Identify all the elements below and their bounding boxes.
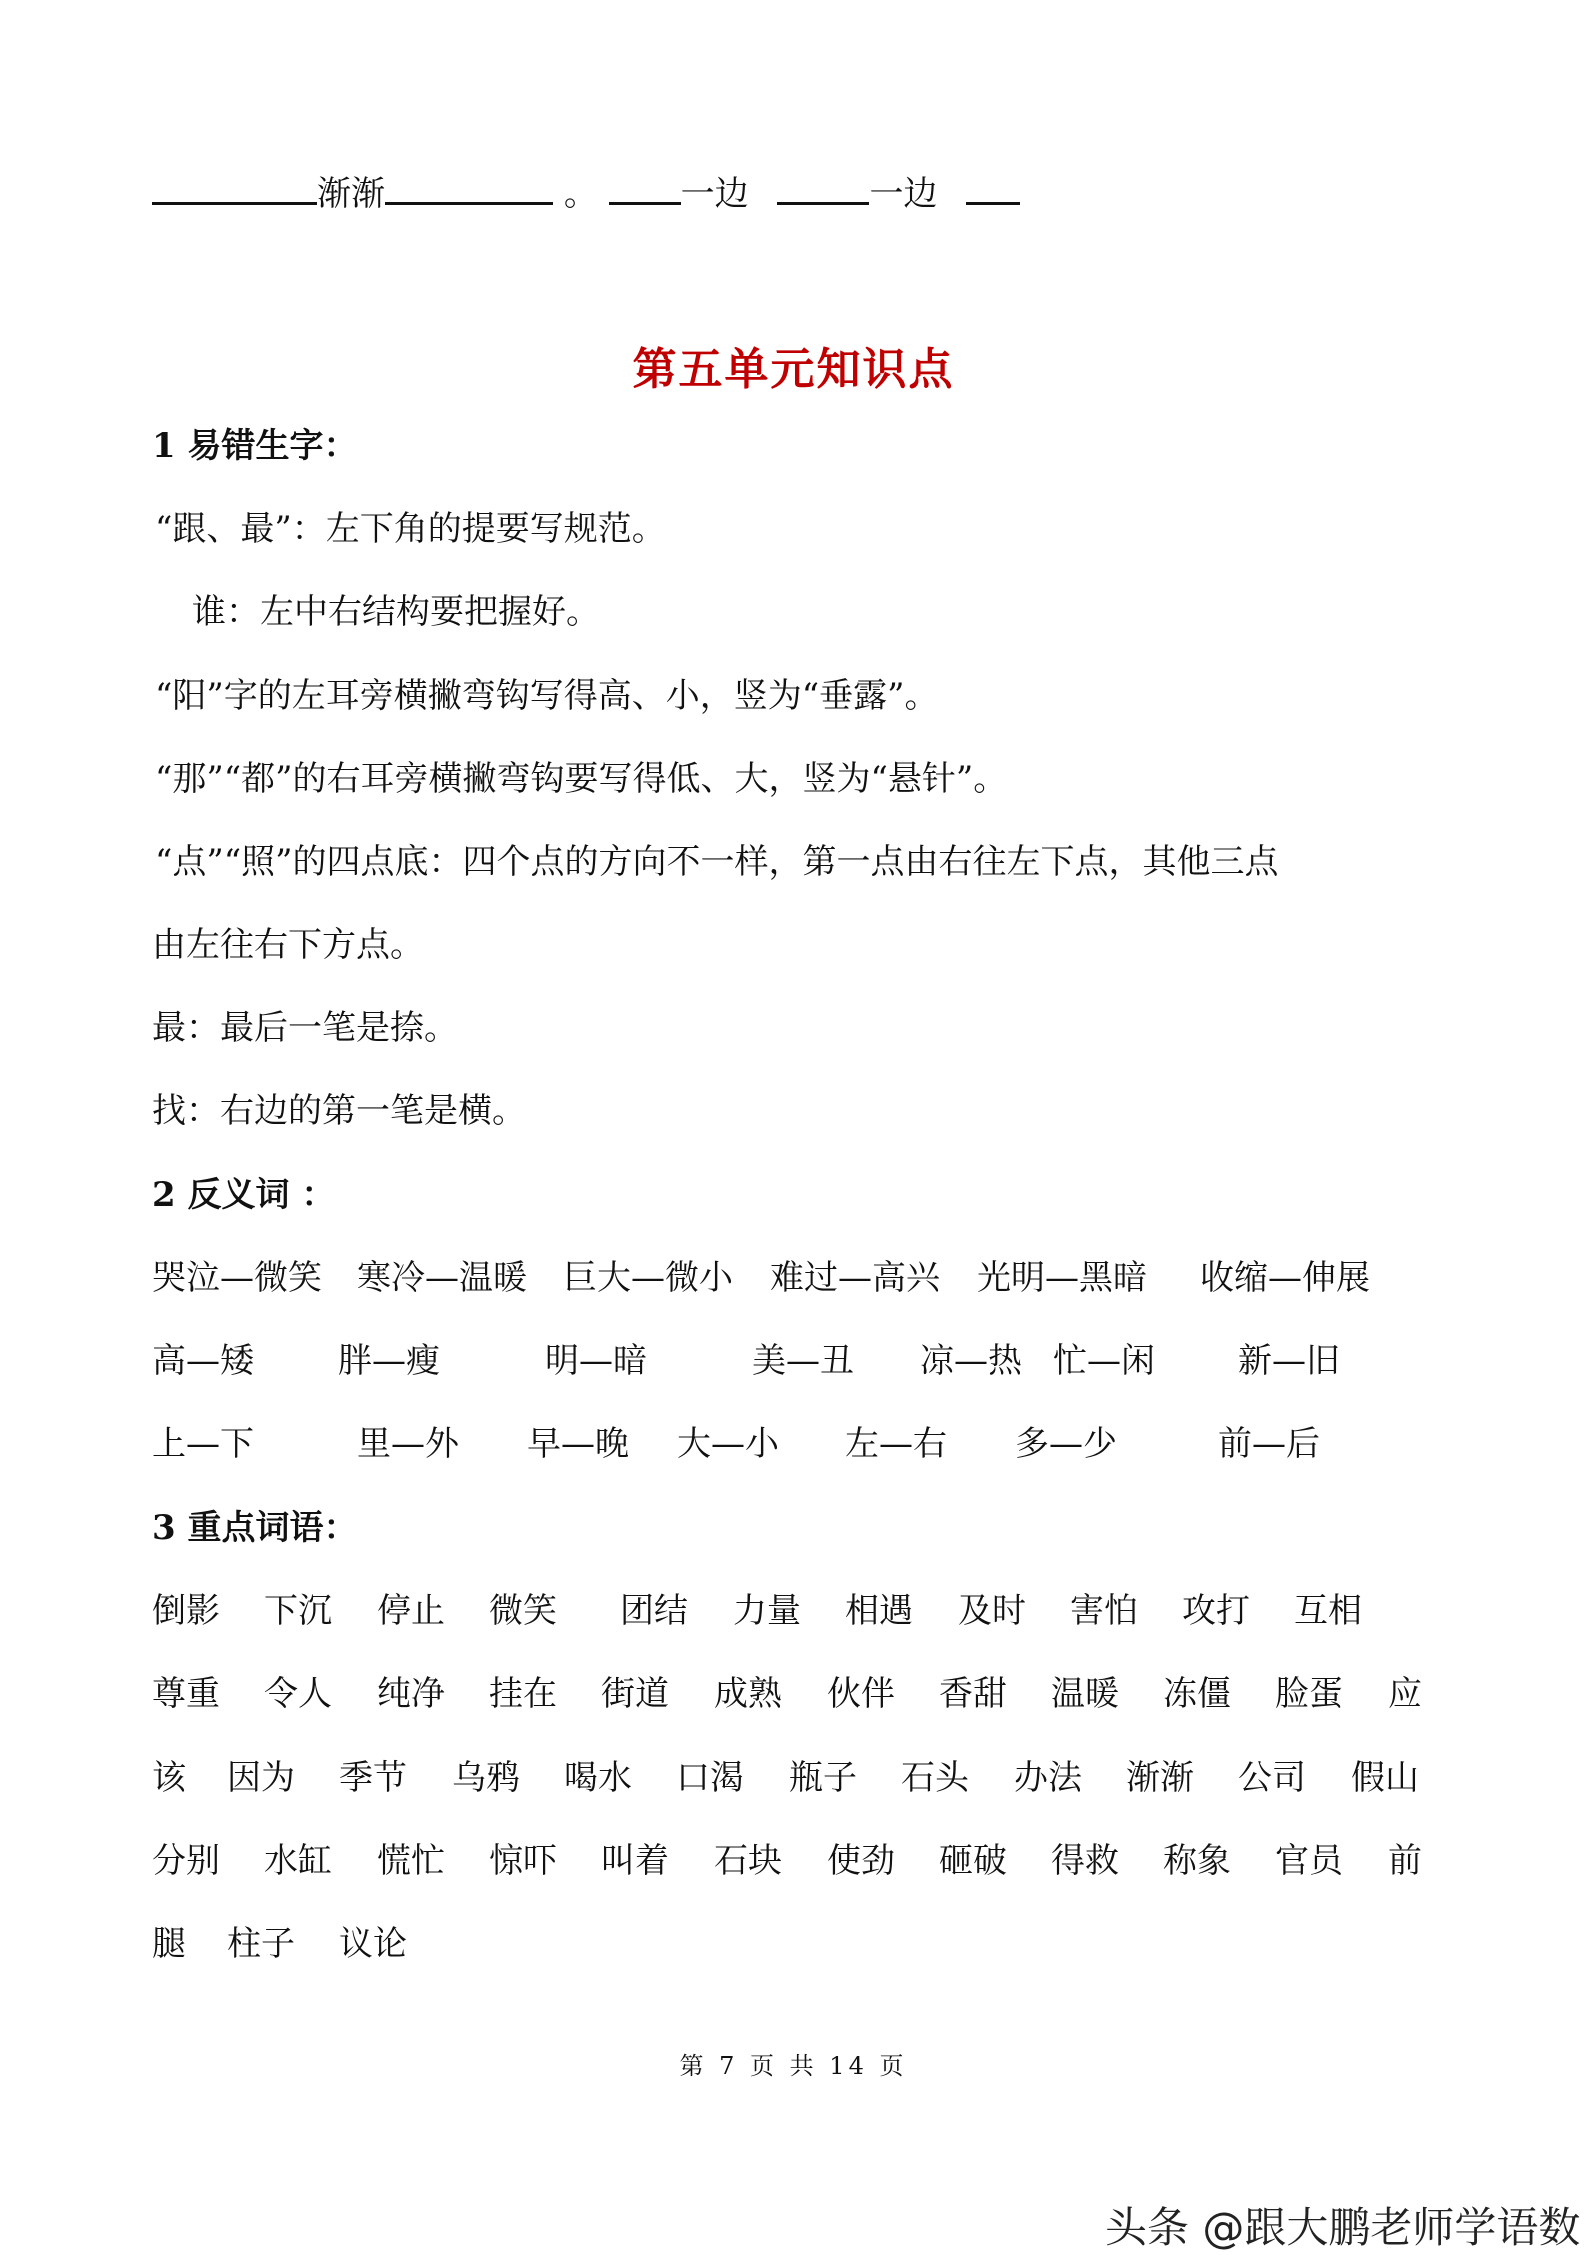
word: 温暖 xyxy=(1051,1674,1119,1714)
section-heading-antonyms: 2 反义词 ： xyxy=(152,1175,336,1215)
word: 香甜 xyxy=(939,1674,1007,1714)
text-line: “阳”字的左耳旁横撇弯钩写得高、小，竖为“垂露”。 xyxy=(155,676,939,716)
antonym-pair: 左—右 xyxy=(845,1424,947,1464)
word: 柱子 xyxy=(227,1924,295,1964)
word: 议论 xyxy=(339,1924,407,1964)
antonym-pair: 美—丑 xyxy=(752,1341,854,1381)
word: 砸破 xyxy=(939,1841,1007,1881)
word: 令人 xyxy=(264,1674,332,1714)
word: 使劲 xyxy=(827,1841,895,1881)
antonym-pair: 上—下 xyxy=(152,1424,254,1464)
blank xyxy=(966,172,1020,205)
word: 渐渐 xyxy=(1126,1758,1194,1798)
blank xyxy=(777,172,869,205)
word: 力量 xyxy=(733,1591,801,1631)
antonym-pair: 前—后 xyxy=(1218,1424,1320,1464)
word-yibian-2: 一边 xyxy=(869,174,938,214)
word: 惊吓 xyxy=(489,1841,557,1881)
word: 石块 xyxy=(714,1841,782,1881)
word: 官员 xyxy=(1275,1841,1343,1881)
section-heading-typo-chars: 1 易错生字： xyxy=(152,426,358,466)
antonym-pair: 光明—黑暗 xyxy=(977,1258,1147,1298)
word: 水缸 xyxy=(264,1841,332,1881)
antonym-pair: 早—晚 xyxy=(527,1424,629,1464)
period: 。 xyxy=(563,174,598,214)
word: 挂在 xyxy=(489,1674,557,1714)
word: 纯净 xyxy=(377,1674,445,1714)
word: 团结 xyxy=(620,1591,688,1631)
antonym-pair: 巨大—微小 xyxy=(563,1258,733,1298)
word: 攻打 xyxy=(1182,1591,1250,1631)
antonym-pair: 胖—瘦 xyxy=(338,1341,440,1381)
blank xyxy=(385,172,553,205)
word: 乌鸦 xyxy=(452,1758,520,1798)
word: 成熟 xyxy=(714,1674,782,1714)
word: 尊重 xyxy=(152,1674,220,1714)
word-yibian-1: 一边 xyxy=(680,174,749,214)
text-line: 谁：左中右结构要把握好。 xyxy=(192,592,600,632)
word: 公司 xyxy=(1238,1758,1306,1798)
word: 叫着 xyxy=(601,1841,669,1881)
text-line: “跟、最”：左下角的提要写规范。 xyxy=(155,509,666,549)
word: 害怕 xyxy=(1070,1591,1138,1631)
word: 伙伴 xyxy=(827,1674,895,1714)
word: 分别 xyxy=(152,1841,220,1881)
word: 街道 xyxy=(601,1674,669,1714)
word: 冻僵 xyxy=(1163,1674,1231,1714)
fill-blank-line xyxy=(152,172,1020,216)
text-line: 由左往右下方点。 xyxy=(152,925,424,965)
word: 及时 xyxy=(958,1591,1026,1631)
watermark: 头条 @跟大鹏老师学语数 xyxy=(1105,2203,1581,2252)
antonym-pair: 里—外 xyxy=(357,1424,459,1464)
antonym-pair: 难过—高兴 xyxy=(770,1258,940,1298)
word: 因为 xyxy=(227,1758,295,1798)
word: 假山 xyxy=(1351,1758,1419,1798)
word: 前 xyxy=(1388,1841,1422,1881)
text-line: “点”“照”的四点底：四个点的方向不一样，第一点由右往左下点，其他三点 xyxy=(155,842,1279,882)
antonym-pair: 哭泣—微笑 xyxy=(152,1258,322,1298)
word: 微笑 xyxy=(489,1591,557,1631)
antonym-pair: 凉—热 xyxy=(920,1341,1022,1381)
antonym-pair: 多—少 xyxy=(1015,1424,1117,1464)
word: 下沉 xyxy=(264,1591,332,1631)
word: 口渴 xyxy=(676,1758,744,1798)
word: 得救 xyxy=(1051,1841,1119,1881)
antonym-pair: 忙—闲 xyxy=(1053,1341,1155,1381)
word: 季节 xyxy=(339,1758,407,1798)
antonym-pair: 明—暗 xyxy=(545,1341,647,1381)
section-heading-key-words: 3 重点词语： xyxy=(152,1508,358,1548)
text-line: 找：右边的第一笔是横。 xyxy=(152,1091,526,1131)
word-jianjian: 渐渐 xyxy=(317,174,385,214)
word: 停止 xyxy=(377,1591,445,1631)
text-line: 最：最后一笔是捺。 xyxy=(152,1008,458,1048)
word: 倒影 xyxy=(152,1591,220,1631)
antonym-pair: 收缩—伸展 xyxy=(1200,1258,1370,1298)
word: 慌忙 xyxy=(377,1841,445,1881)
word: 应 xyxy=(1388,1674,1422,1714)
antonym-pair: 高—矮 xyxy=(152,1341,254,1381)
antonym-pair: 寒冷—温暖 xyxy=(357,1258,527,1298)
word: 互相 xyxy=(1294,1591,1362,1631)
word: 腿 xyxy=(152,1924,186,1964)
word: 脸蛋 xyxy=(1275,1674,1343,1714)
antonym-pair: 新—旧 xyxy=(1238,1341,1340,1381)
word: 称象 xyxy=(1163,1841,1231,1881)
word: 该 xyxy=(152,1758,186,1798)
word: 相遇 xyxy=(845,1591,913,1631)
page-number-footer: 第 7 页 共 14 页 xyxy=(679,2052,908,2080)
antonym-pair: 大—小 xyxy=(677,1424,779,1464)
text-line: “那”“都”的右耳旁横撇弯钩要写得低、大，竖为“悬针”。 xyxy=(155,759,1008,799)
blank xyxy=(609,172,681,205)
blank xyxy=(152,172,317,205)
word: 办法 xyxy=(1014,1758,1082,1798)
word: 瓶子 xyxy=(789,1758,857,1798)
unit-title: 第五单元知识点 xyxy=(632,344,955,395)
word: 石头 xyxy=(901,1758,969,1798)
word: 喝水 xyxy=(564,1758,632,1798)
